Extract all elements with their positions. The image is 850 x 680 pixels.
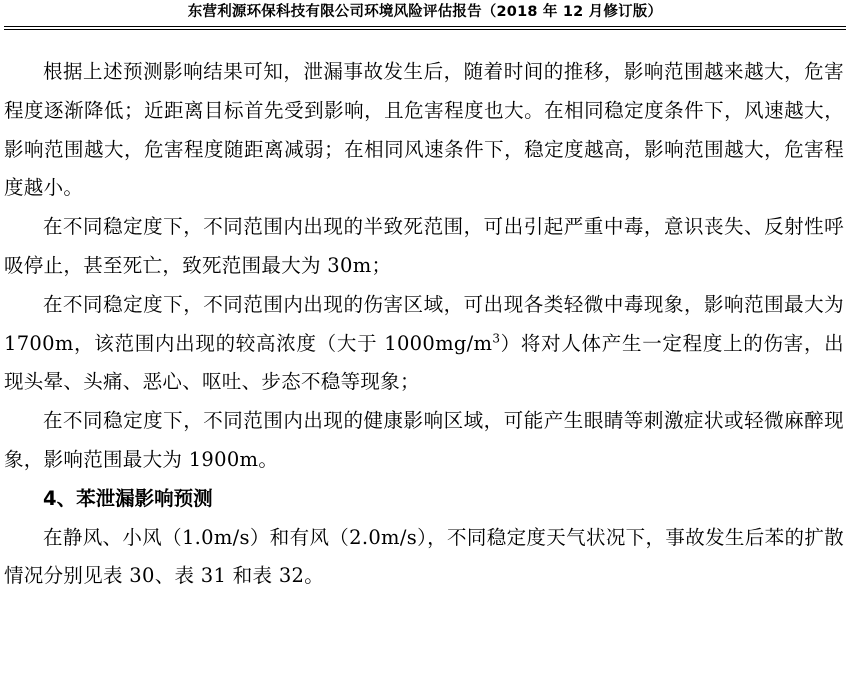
paragraph-health-zone: 在不同稳定度下，不同范围内出现的健康影响区域，可能产生眼睛等刺激症状或轻微麻醉现象，影响范围最大为 1900m。 bbox=[4, 409, 844, 471]
header-rule bbox=[4, 26, 846, 27]
section-heading: 4、苯泄漏影响预测 bbox=[43, 486, 213, 510]
page-header: 东营利源环保科技有限公司环境风险评估报告（2018 年 12 月修订版） bbox=[187, 4, 663, 20]
header-rule-secondary bbox=[4, 29, 846, 30]
document-body bbox=[4, 53, 844, 596]
superscript-exponent: 3 bbox=[492, 331, 501, 346]
paragraph-injury-zone bbox=[4, 286, 844, 402]
injury-zone-text-start: 在不同稳定度下，不同范围内出现的伤害区域，可出现各类轻微中毒现象，影响范围最大为 1700m，该范围内出现的较高浓度（大于 1000mg/m bbox=[4, 292, 844, 355]
paragraph-impact-summary: 根据上述预测影响结果可知，泄漏事故发生后，随着时间的推移，影响范围越来越大，危害程度逐渐降低；近距离目标首先受到影响，且危害程度也大。在相同稳定度条件下，风速越大，影响范围越大，危害程度随距离减弱；在相同风速条件下，稳定度越高，影响范围越大，危害程度越小。 bbox=[4, 60, 844, 200]
paragraph-lethal-range: 在不同稳定度下，不同范围内出现的半致死范围，可出引起严重中毒，意识丧失、反射性呼吸停止，甚至死亡，致死范围最大为 30m； bbox=[4, 215, 844, 277]
injury-zone-text-end: ）将对人体产生一定程度上的伤害，出现头晕、头痛、恶心、呕吐、步态不稳等现象； bbox=[4, 331, 844, 394]
paragraph-benzene-diffusion: 在静风、小风（1.0m/s）和有风（2.0m/s），不同稳定度天气状况下，事故发生后苯的扩散情况分别见表 30、表 31 和表 32。 bbox=[4, 525, 844, 588]
